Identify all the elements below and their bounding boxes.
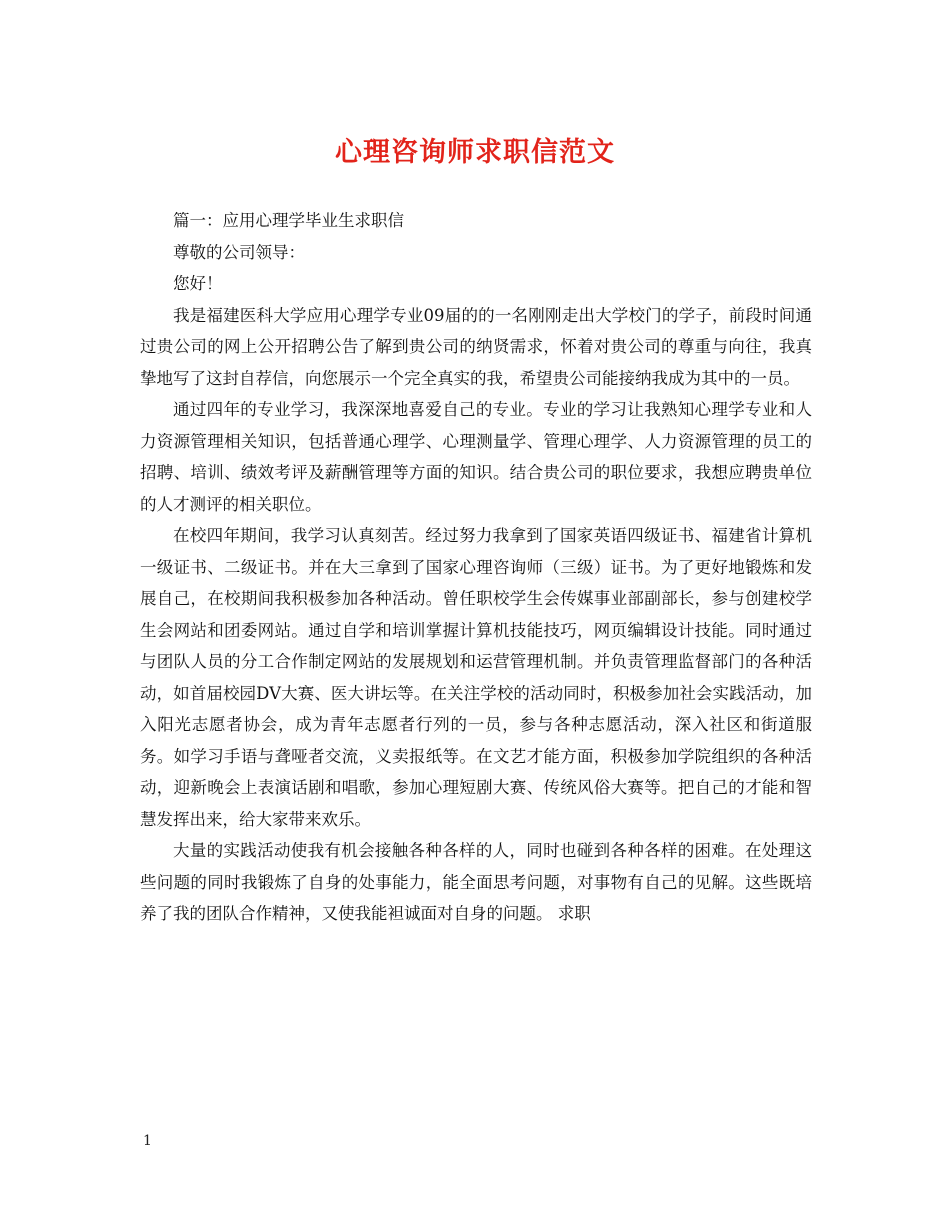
salutation: 尊敬的公司领导： [173,242,305,262]
section-heading: 篇一：应用心理学毕业生求职信 [173,211,404,230]
document-title: 心理咨询师求职信范文 [335,137,615,168]
paragraph-campus-activities: 在校四年期间，我学习认真刻苦。经过努力我拿到了国家英语四级证书、福建省计算机一级证书、二级证书。并在大三拿到了国家心理咨询师（三级）证书。为了更好地锻炼和发展自己，在校期间我积极参加各种活动。曾任职校学生会传媒事业部副部长，参与创建校学生会网站和团委网站。通过自学和培训掌握计算机技能技巧，网页编辑设计技能。同时通过与团队人员的分工合作制定网站的发展规划和运营管理机制。并负责管理监督部门的各种活动，如首届校园DV大赛、医大讲坛等。在关注学校的活动同时，积极参加社会实践活动，加入阳光志愿者协会，成为青年志愿者行列的一员，参与各种志愿活动，深入社区和街道服务。如学习手语与聋哑者交流，义卖报纸等。在文艺才能方面，积极参加学院组织的各种活动，迎新晚会上表演话剧和唱歌，参加心理短剧大赛、传统风俗大赛等。把自己的才能和智慧发挥出来，给大家带来欢乐。 [140,526,812,829]
paragraph-introduction: 我是福建医科大学应用心理学专业09届的的一名刚刚走出大学校门的学子，前段时间通过贵公司的网上公开招聘公告了解到贵公司的纳贤需求，怀着对贵公司的尊重与向往，我真挚地写了这封自荐信，向您展示一个完全真实的我，希望贵公司能接纳我成为其中的一员。 [140,305,812,388]
page-number: 1 [143,1133,152,1149]
greeting: 您好！ [173,274,223,293]
paragraph-studies: 通过四年的专业学习，我深深地喜爱自己的专业。专业的学习让我熟知心理学专业和人力资源管理相关知识，包括普通心理学、心理测量学、管理心理学、人力资源管理的员工的招聘、培训、绩效考评及薪酬管理等方面的知识。结合贵公司的职位要求，我想应聘贵单位的人才测评的相关职位。 [140,400,812,514]
document-body [140,205,812,930]
paragraph-practice: 大量的实践活动使我有机会接触各种各样的人，同时也碰到各种各样的困难。在处理这些问题的同时我锻炼了自身的处事能力，能全面思考问题，对事物有自己的见解。这些既培养了我的团队合作精神，又使我能袒诚面对自身的问题。 求职 [140,841,812,923]
